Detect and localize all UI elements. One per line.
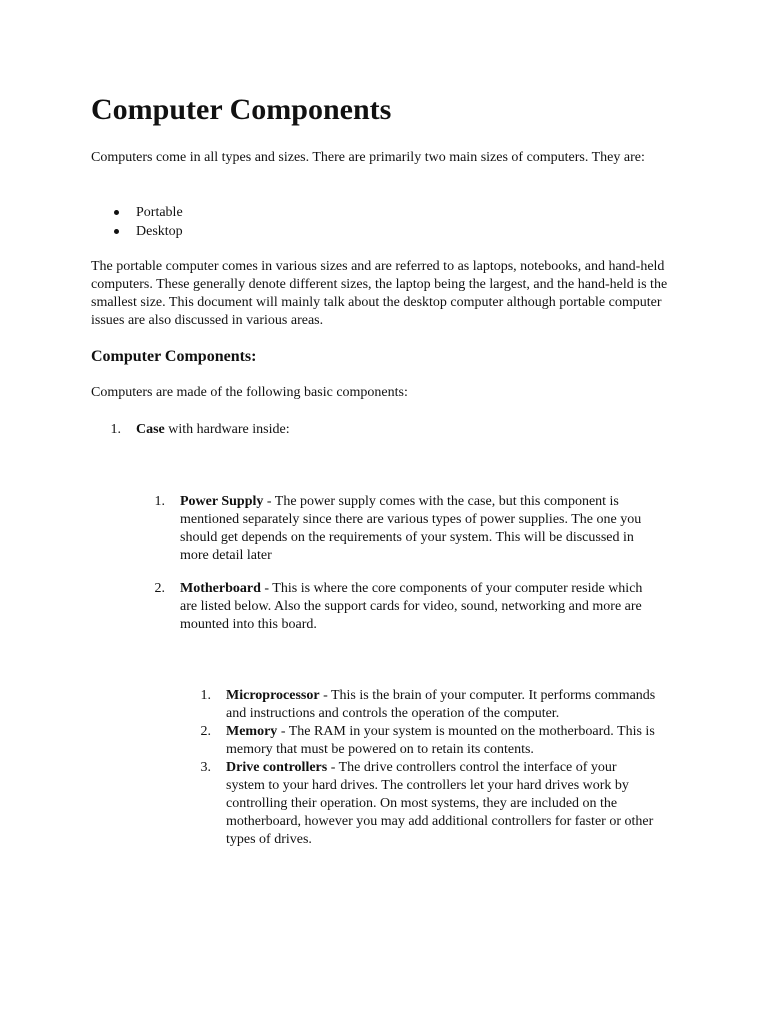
list-term: Power Supply	[180, 494, 264, 509]
size-label: Portable	[136, 205, 183, 220]
list-number: 2.	[154, 581, 165, 596]
bullet-icon	[114, 210, 119, 215]
list-number: 1.	[154, 494, 165, 509]
list-term: Memory	[226, 724, 278, 739]
components-intro: Computers are made of the following basic components:	[91, 385, 408, 400]
list-description: with hardware inside:	[164, 422, 290, 437]
list-number: 2.	[200, 724, 211, 739]
list-item-text	[226, 687, 658, 723]
intro-paragraph: Computers come in all types and sizes. There are primarily two main sizes of computers. They are:	[91, 150, 645, 165]
document-title: Computer Components	[91, 93, 392, 126]
list-term: Microprocessor	[226, 688, 320, 703]
list-description: - The power supply comes with the case, but this component is mentioned separately since there are various types of power supplies. The one you should get depends on the requirements of your system. This will be discussed in more detail later	[180, 494, 642, 563]
list-number: 3.	[200, 760, 211, 775]
list-item-motherboard	[135, 580, 655, 634]
computer-sizes-list	[91, 203, 183, 241]
section-heading: Computer Components:	[91, 348, 257, 365]
list-item-text	[180, 580, 658, 634]
list-description: - The RAM in your system is mounted on the motherboard. This is memory that must be powered on to retain its contents.	[226, 724, 655, 757]
list-description: - This is where the core components of your computer reside which are listed below. Also the support cards for video, sound, networking and more are mounted into this board.	[180, 581, 643, 632]
list-item	[91, 203, 183, 222]
list-item-microprocessor	[181, 687, 661, 723]
list-term: Drive controllers	[226, 760, 328, 775]
list-term: Case	[136, 422, 165, 437]
list-number: 1.	[200, 688, 211, 703]
bullet-icon	[114, 229, 119, 234]
list-item-case	[91, 421, 691, 441]
size-label: Desktop	[136, 224, 183, 239]
list-description: - This is the brain of your computer. It performs commands and instructions and controls the operation of the computer.	[226, 688, 656, 721]
list-item-memory	[181, 723, 661, 759]
list-item-text	[226, 723, 658, 759]
list-item-text	[136, 421, 290, 439]
list-term: Motherboard	[180, 581, 261, 596]
list-number: 1.	[110, 422, 121, 437]
list-item-power-supply	[135, 493, 655, 565]
list-item-text	[226, 759, 658, 849]
list-item-drive-controllers	[181, 759, 661, 849]
portable-paragraph: The portable computer comes in various sizes and are referred to as laptops, notebooks, and hand-held computers. These generally denote different sizes, the laptop being the largest, and the hand-held is the smallest size. This document will mainly talk about the desktop computer although portable computer issues are also discussed in various areas.	[91, 259, 668, 328]
list-description: - The drive controllers control the interface of your system to your hard drives. The controllers let your hard drives work by controlling their operation. On most systems, they are included on the motherboard, however you may add additional controllers for faster or other types of drives.	[226, 760, 654, 847]
list-item	[91, 222, 183, 241]
list-item-text	[180, 493, 658, 565]
